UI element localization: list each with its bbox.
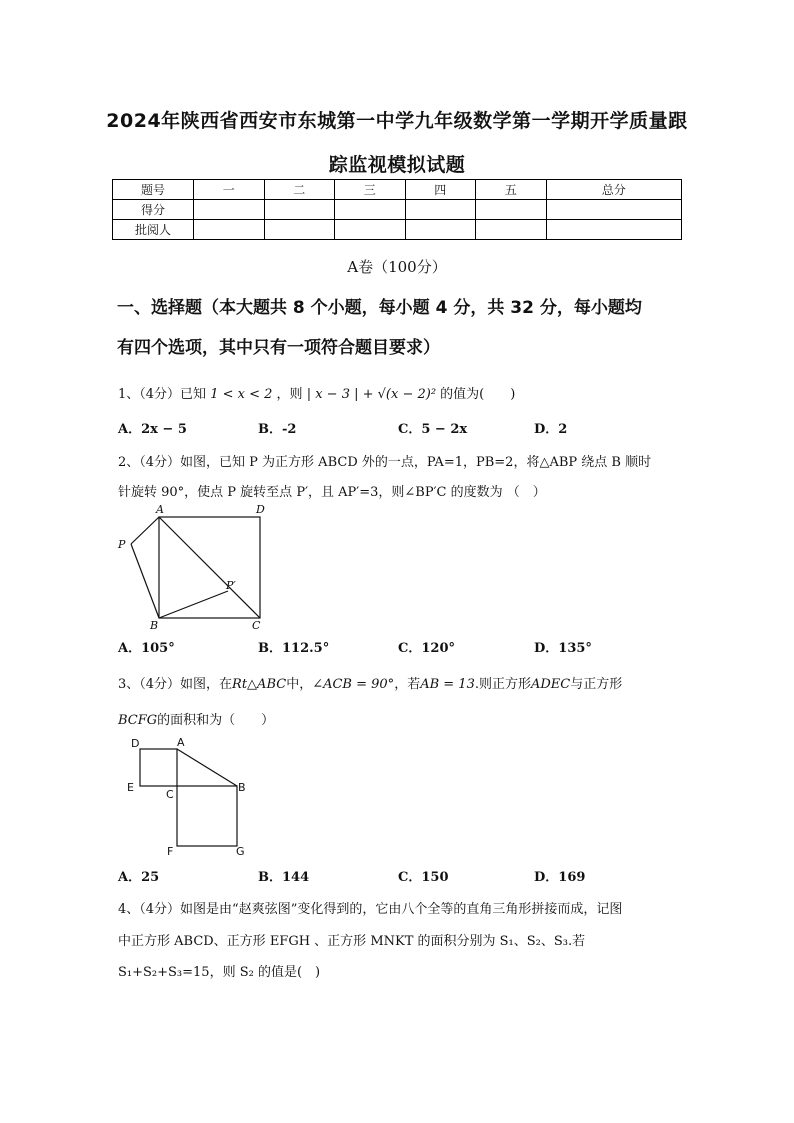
- hypotenuse-ab: [177, 749, 237, 786]
- label-a: A: [177, 736, 185, 749]
- label-b: B: [150, 619, 159, 632]
- q3-square-adec: ADEC: [530, 677, 571, 692]
- q2-figure-lines: [131, 517, 260, 618]
- q1-condition: 1 < x < 2: [210, 387, 273, 402]
- score-cell: [264, 200, 335, 220]
- q2-line1: 2、（4分）如图，已知 P 为正方形 ABCD 外的一点，PA=1，PB=2，将△ABP 绕点 B 顺时: [118, 455, 652, 470]
- q4-line1: 4、（4分）如图是由“赵爽弦图”变化得到的，它由八个全等的直角三角形拼接而成，记图: [118, 902, 623, 917]
- score-cell: [335, 220, 406, 240]
- q4-line3: S₁+S₂+S₃=15，则 S₂ 的值是( ): [118, 965, 321, 980]
- q2-line2: 针旋转 90°，使点 P 旋转至点 P′，且 AP′=3，则∠BP′C 的度数为 （ ）: [118, 485, 546, 500]
- score-cell: [546, 200, 682, 220]
- score-row-label: 得分: [113, 200, 194, 220]
- segment-ap: [131, 517, 159, 544]
- q3-part-a: 3、（4分）如图，在: [118, 677, 233, 692]
- score-cell: [264, 220, 335, 240]
- q1-option-a[interactable]: A．2x − 5: [118, 422, 187, 437]
- label-b: B: [238, 781, 246, 794]
- q3-figure: [122, 733, 254, 857]
- label-f: F: [167, 845, 174, 857]
- q3-triangle: Rt△ABC: [232, 677, 287, 692]
- square-bcfg: [177, 786, 237, 846]
- q3-option-d[interactable]: D．169: [534, 870, 586, 885]
- score-cell: [194, 200, 265, 220]
- label-g: G: [236, 845, 245, 857]
- q1-option-c[interactable]: C．5 − 2x: [398, 422, 468, 437]
- score-cell: [476, 220, 547, 240]
- q2-option-d[interactable]: D．135°: [534, 641, 592, 656]
- score-header-cell: 题号: [113, 180, 194, 200]
- label-c: C: [252, 619, 261, 632]
- q3-angle: ∠ACB = 90°: [312, 677, 395, 692]
- score-header-cell: 三: [335, 180, 406, 200]
- label-a: A: [156, 503, 164, 516]
- square-adec: [140, 749, 177, 786]
- score-cell: [476, 200, 547, 220]
- q1-expression: | x − 3 | + √(x − 2)²: [306, 387, 437, 402]
- score-header-cell: 一: [194, 180, 265, 200]
- q3-square-bcfg: BCFG: [118, 713, 158, 728]
- label-c: C: [166, 788, 174, 801]
- score-cell: [546, 220, 682, 240]
- q3-option-b[interactable]: B．144: [258, 870, 310, 885]
- score-table: [112, 179, 682, 240]
- score-cell: [335, 200, 406, 220]
- exam-title-line2: 踪监视模拟试题: [328, 154, 466, 176]
- q3-option-c[interactable]: C．150: [398, 870, 449, 885]
- score-row-label: 批阅人: [113, 220, 194, 240]
- q4-line2: 中正方形 ABCD、正方形 EFGH 、正方形 MNKT 的面积分别为 S₁、S₂、S₃.若: [118, 934, 586, 949]
- score-table-row: [113, 200, 682, 220]
- question-1: [118, 383, 515, 402]
- segment-bp-prime: [159, 591, 228, 618]
- segment-pb: [131, 544, 159, 618]
- q3-part-g: .则正方形: [474, 677, 531, 692]
- score-header-cell: 总分: [546, 180, 682, 200]
- q3-part-e: ，若: [394, 677, 421, 692]
- q1-number: 1、（4分）已知: [118, 387, 207, 402]
- exam-title-line1: 2024年陕西省西安市东城第一中学九年级数学第一学期开学质量跟: [106, 110, 688, 132]
- score-header-cell: 四: [405, 180, 476, 200]
- paper-a-label: A卷（100分）: [347, 258, 447, 276]
- label-e: E: [127, 781, 134, 794]
- score-cell: [194, 220, 265, 240]
- score-table-header-row: [113, 180, 682, 200]
- q1-tail: 的值为( ): [440, 387, 516, 402]
- score-cell: [405, 200, 476, 220]
- q3-ab-length: AB = 13: [420, 677, 475, 692]
- score-cell: [405, 220, 476, 240]
- q2-option-a[interactable]: A．105°: [118, 641, 175, 656]
- q3-line2: [118, 709, 274, 728]
- label-d: D: [256, 503, 265, 516]
- label-d: D: [131, 737, 140, 750]
- q3-figure-lines: [140, 749, 237, 846]
- label-p: P: [118, 538, 126, 551]
- section-heading-line1: 一、选择题（本大题共 8 个小题，每小题 4 分，共 32 分，每小题均: [117, 298, 642, 318]
- q3-part-i: 与正方形: [570, 677, 623, 692]
- q2-option-b[interactable]: B．112.5°: [258, 641, 330, 656]
- q3-line1: [118, 673, 622, 692]
- q1-option-b[interactable]: B．-2: [258, 422, 297, 437]
- q1-mid: ，则: [276, 387, 303, 402]
- q2-figure: [112, 500, 272, 632]
- q3-part-c: 中，: [286, 677, 313, 692]
- label-p-prime: P′: [226, 579, 236, 592]
- diagonal-ac: [159, 517, 260, 618]
- q3-option-a[interactable]: A．25: [118, 870, 160, 885]
- score-table-row: [113, 220, 682, 240]
- q3-line2-tail: 的面积和为（ ）: [157, 713, 275, 728]
- score-header-cell: 五: [476, 180, 547, 200]
- q1-option-d[interactable]: D．2: [534, 422, 568, 437]
- section-heading-line2: 有四个选项，其中只有一项符合题目要求）: [117, 338, 440, 358]
- score-header-cell: 二: [264, 180, 335, 200]
- q2-option-c[interactable]: C．120°: [398, 641, 455, 656]
